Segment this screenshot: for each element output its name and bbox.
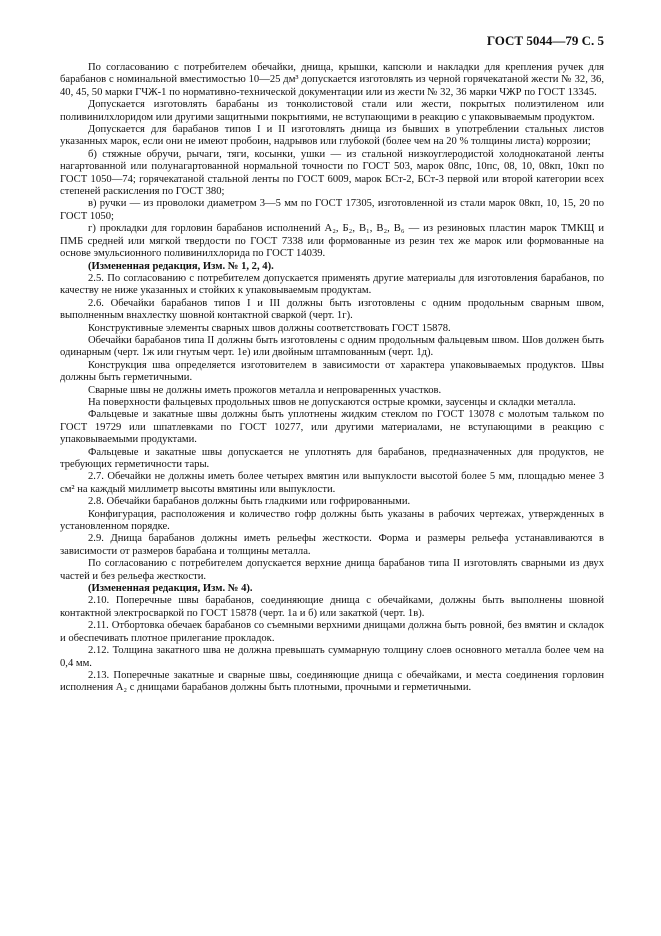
paragraph: 2.5. По согласованию с потребителем допускается применять другие материалы для изготовления барабанов, по качеству не ниже указанных и стойких к упаковываемым продуктам. xyxy=(60,272,604,297)
paragraph: Конструкция шва определяется изготовителем в зависимости от характера упаковываемых продуктов. Швы должны быть герметичными. xyxy=(60,359,604,384)
paragraph: Допускается для барабанов типов I и II изготовлять днища из бывших в употреблении стальных листов указанных марок, если они не имеют пробоин, надрывов или глубокой (более чем на 20 % толщины листа) коррозии; xyxy=(60,124,604,148)
paragraph: 2.10. Поперечные швы барабанов, соединяющие днища с обечайками, должны быть выполнены шовной контактной электросваркой по ГОСТ 15878 (черт. 1а и б) или закаткой (черт. 1в). xyxy=(60,595,604,619)
paragraph: 2.8. Обечайки барабанов должны быть гладкими или гофрированными. xyxy=(88,496,411,508)
paragraph: 2.6. Обечайки барабанов типов I и III должны быть изготовлены с одним продольным сварным швом, выполненным внахлестку шовной контактной сваркой (черт. 1г). xyxy=(60,297,604,322)
paragraph: 2.13. Поперечные закатные и сварные швы, соединяющие днища с обечайками, и места соединения горловин исполнения А₂ с днищами барабанов должны быть плотными, прочными и герметичными. xyxy=(60,669,604,694)
paragraph: Обечайки барабанов типа II должны быть изготовлены с одним продольным фальцевым швом. Шов должен быть одинарным (черт. 1ж или гнутым черт. 1е) или двойным штампованным (черт. 1д). xyxy=(60,334,604,359)
document-body xyxy=(60,62,604,695)
paragraph: Конструктивные элементы сварных швов должны соответствовать ГОСТ 15878. xyxy=(88,322,451,334)
paragraph: 2.12. Толщина закатного шва не должна превышать суммарную толщину слоев основного металла более чем на 0,4 мм. xyxy=(60,645,604,669)
paragraph: г) прокладки для горловин барабанов исполнений А₂, Б₂, В₁, В₂, В₆ — из резиновых пластин марок ТМКЩ и ПМБ средней или мягкой твердости по ГОСТ 7338 или формованные из резин тех же марок или формованные на основе эмульсионного поливинилхлорида по ГОСТ 14039. xyxy=(60,223,604,260)
paragraph: По согласованию с потребителем допускается верхние днища барабанов типа II изготовлять сварными из двух частей и без рельефа жесткости. xyxy=(60,558,604,582)
paragraph: Допускается изготовлять барабаны из тонколистовой стали или жести, покрытых полиэтиленом или поливинилхлоридом или другими защитными покрытиями, не вступающими в реакцию с упаковываемым продуктом. xyxy=(60,99,604,123)
paragraph: Конфигурация, расположения и количество гофр должны быть указаны в рабочих чертежах, утвержденных в установленном порядке. xyxy=(60,508,604,533)
amendment-note: (Измененная редакция, Изм. № 1, 2, 4). xyxy=(88,260,274,272)
paragraph: По согласованию с потребителем обечайки, днища, крышки, капсюли и накладки для крепления ручек для барабанов с номинальной вместимостью 10—25 дм³ допускается изготовлять из черной горячекатаной жести № 32, 36, 40, 45, 50 марки ГЧЖ-1 по нормативно-технической документации или из жести № 32, 36 марки ЧЖР по ГОСТ 13345. xyxy=(60,62,604,98)
paragraph: Сварные швы не должны иметь прожогов металла и непроваренных участков. xyxy=(88,384,442,396)
paragraph: в) ручки — из проволоки диаметром 3—5 мм по ГОСТ 17305, изготовленной из стали марок 08кп, 10, 15, 20 по ГОСТ 1050; xyxy=(60,198,604,222)
paragraph: На поверхности фальцевых продольных швов не допускаются острые кромки, заусенцы и складки металла. xyxy=(88,396,576,408)
page-header: ГОСТ 5044—79 С. 5 xyxy=(486,33,604,48)
paragraph: 2.11. Отбортовка обечаек барабанов со съемными верхними днищами должна быть ровной, без вмятин и складок и обеспечивать плотное прилегание прокладок. xyxy=(60,620,604,644)
paragraph: Фальцевые и закатные швы допускается не уплотнять для барабанов, предназначенных для продуктов, не требующих герметичности тары. xyxy=(60,446,604,470)
amendment-note: (Измененная редакция, Изм. № 4). xyxy=(88,583,253,595)
paragraph: Фальцевые и закатные швы должны быть уплотнены жидким стеклом по ГОСТ 13078 с молотым тальком по ГОСТ 19729 или шпатлевками по ГОСТ 10277, или другими материалами, не вступающими в реакцию с упаковываемыми продуктами. xyxy=(60,409,604,446)
paragraph: 2.7. Обечайки не должны иметь более четырех вмятин или выпуклости высотой более 5 мм, площадью менее 3 см² на каждый миллиметр высоты вмятины или выпуклости. xyxy=(60,471,604,495)
paragraph: 2.9. Днища барабанов должны иметь рельефы жесткости. Форма и размеры рельефа устанавливаются в зависимости от размеров барабана и толщины металла. xyxy=(60,533,604,557)
paragraph: б) стяжные обручи, рычаги, тяги, косынки, ушки — из стальной низкоуглеродистой холоднокатаной ленты нагартованной или полунагартованной нормальной точности по ГОСТ 503, марок 08пс, 10пс, 08, 10, 08кп, 10кп по ГОСТ 1050—74; горячекатаной стальной ленты по ГОСТ 6009, марок БСт-2, БСт-3 первой или второй категории всех степеней раскисления по ГОСТ 380; xyxy=(60,148,604,198)
